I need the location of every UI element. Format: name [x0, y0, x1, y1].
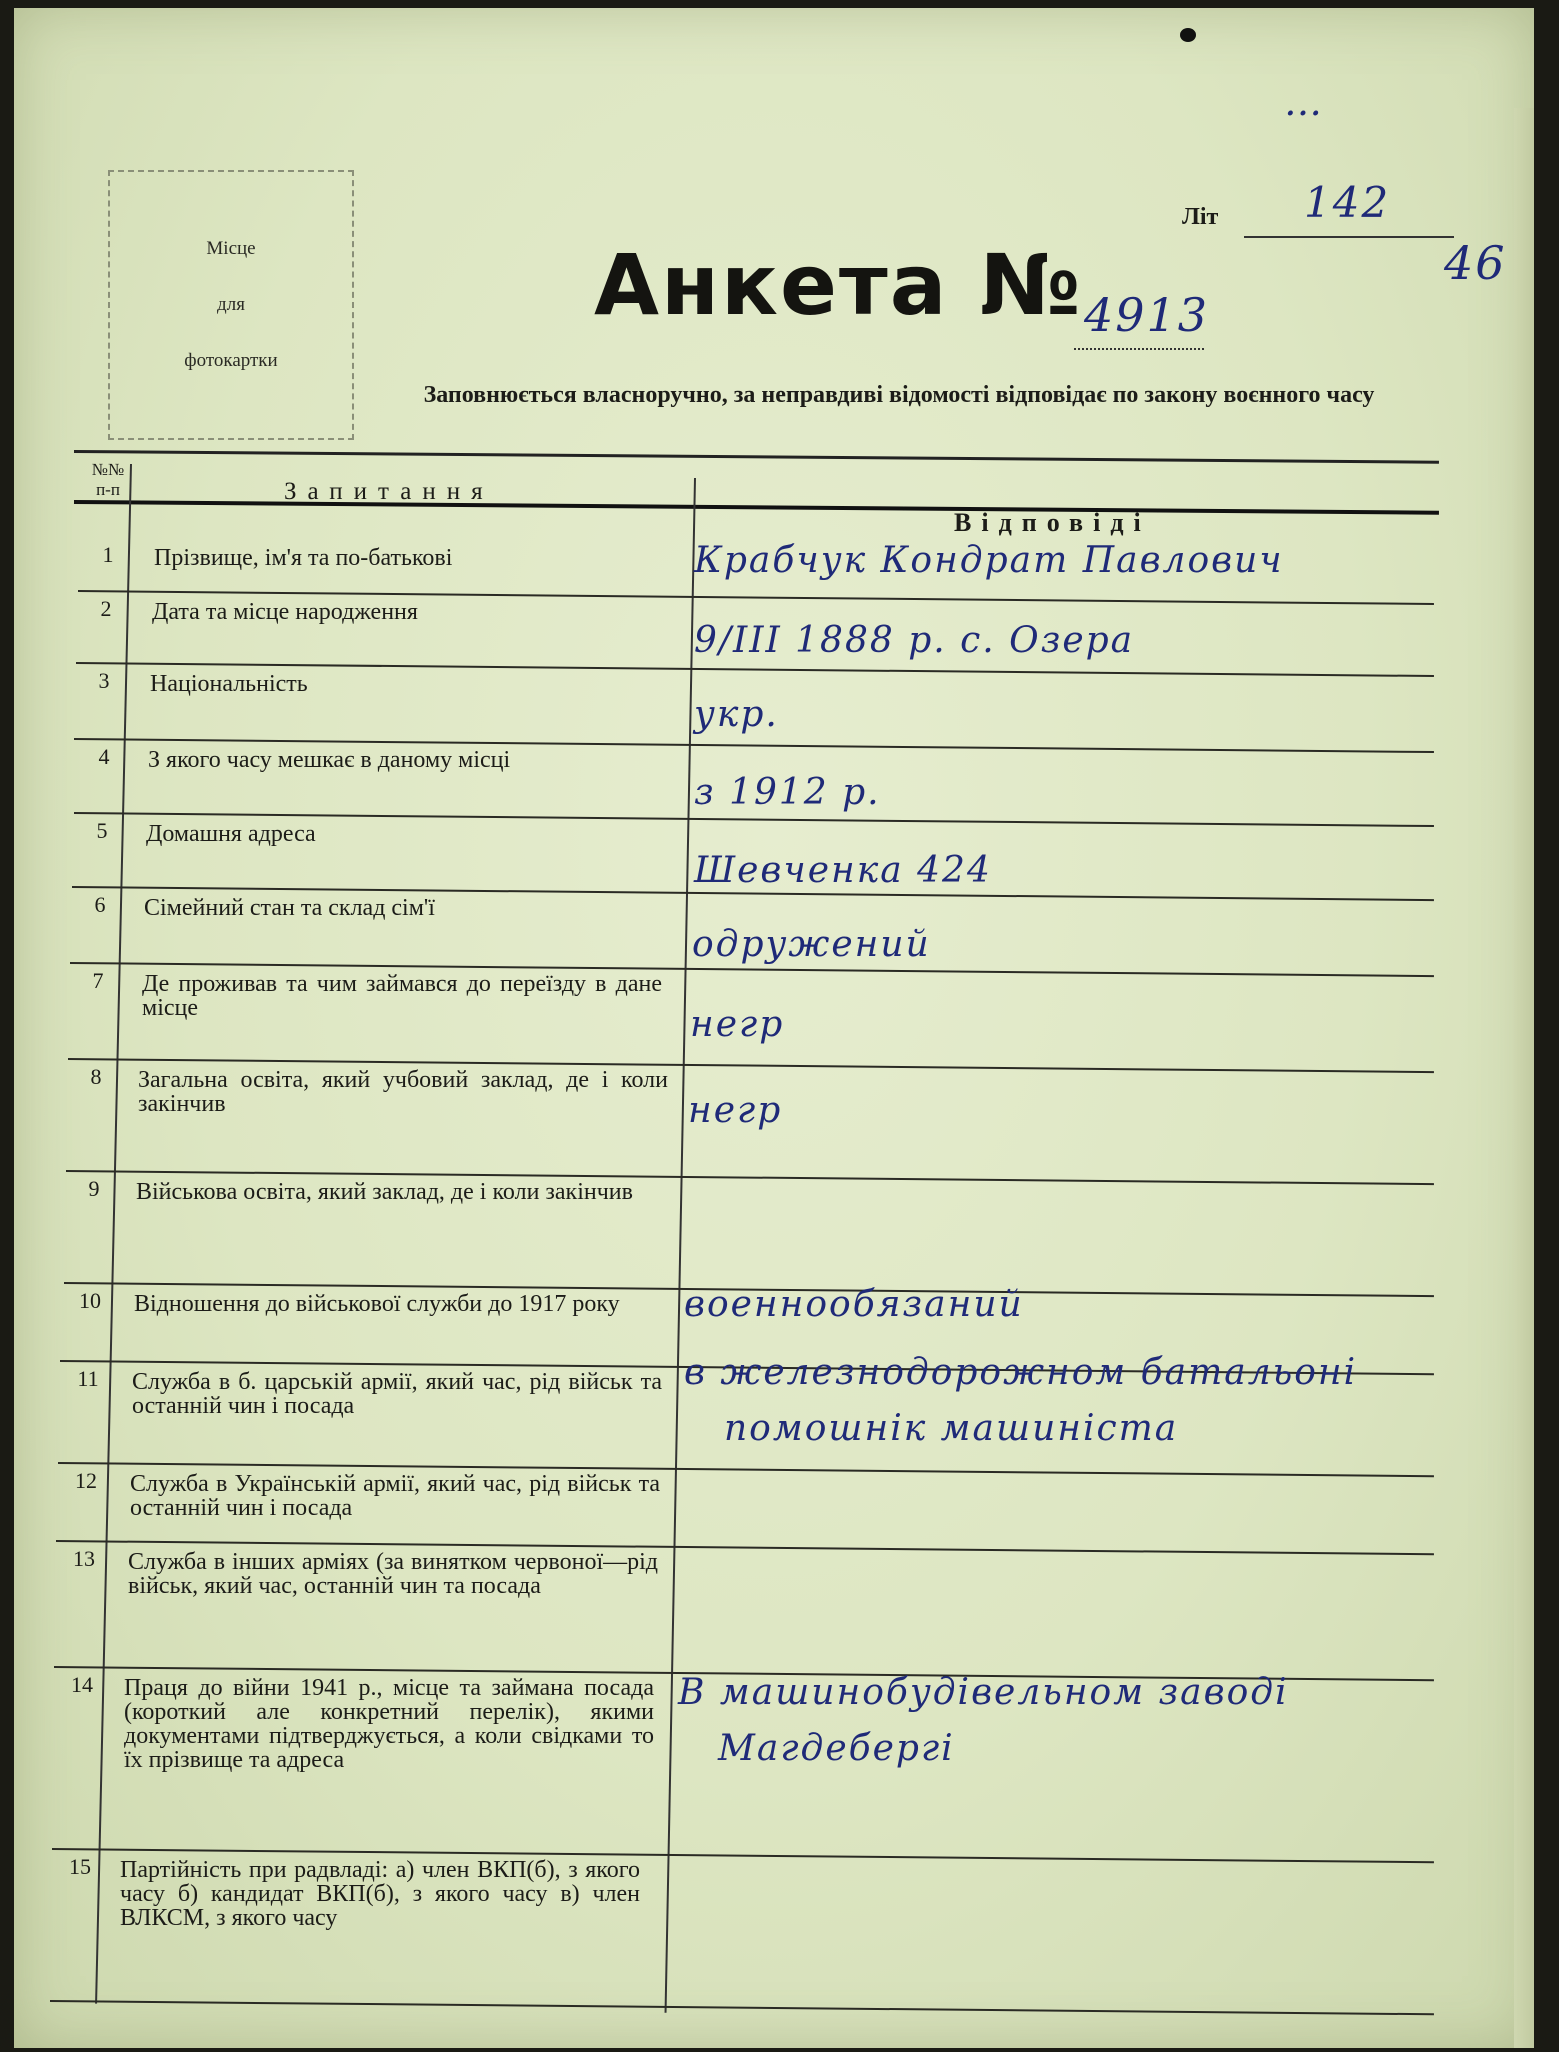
row-question: Загальна освіта, який учбовий заклад, де і коли закінчив: [138, 1067, 668, 1117]
corner-mark-top: …: [1284, 80, 1324, 124]
row-answer: в железнодорожном батальоні: [684, 1352, 1358, 1393]
lit-value: 142: [1304, 178, 1391, 227]
row-number: 3: [98, 668, 110, 693]
row-question: Національність: [150, 671, 308, 697]
photo-label-2: для: [217, 294, 245, 315]
row-number: 1: [102, 542, 114, 567]
column-divider-question: [665, 478, 696, 2013]
form-number-underline: [1074, 348, 1204, 350]
row-number: 14: [71, 1672, 93, 1697]
header-question: Запитання: [284, 478, 494, 505]
header-num: №№ п-п: [91, 460, 125, 499]
lit-label: Літ: [1182, 204, 1219, 230]
row-question: Служба в інших арміях (за винятком червоної—рід військ, який час, останній чин та посада: [128, 1549, 658, 1599]
row-question: З якого часу мешкає в даному місці: [148, 747, 511, 773]
row-question: Де проживав та чим займався до переїзду в дане місце: [142, 971, 662, 1021]
row-answer: одружений: [692, 924, 931, 965]
row-answer: негр: [688, 1090, 783, 1131]
row-divider: [50, 2000, 1434, 2015]
row-answer: негр: [690, 1004, 785, 1045]
row-question: Праця до війни 1941 р., місце та займана посада (короткий але конкретний перелік), якими документами підтверджується, а коли свідками то їх прізвище та адреса: [124, 1675, 654, 1773]
row-answer: укр.: [694, 694, 779, 735]
row-number: 8: [90, 1064, 102, 1089]
ink-blot: [1180, 28, 1196, 42]
row-question: Партійність при радвладі: а) член ВКП(б), з якого часу б) кандидат ВКП(б), з якого часу в) член ВЛКСМ, з якого часу: [120, 1857, 640, 1931]
form-number: 4913: [1084, 288, 1210, 342]
row-question: Дата та місце народження: [152, 599, 418, 625]
table-top-rule: [74, 450, 1439, 464]
row-answer: В машинобудівельном заводі: [678, 1672, 1289, 1713]
table-header-rule: [74, 500, 1439, 515]
row-question: Відношення до військової служби до 1917 року: [134, 1291, 620, 1317]
row-number: 15: [69, 1854, 91, 1879]
header-answer: Відповіді: [954, 508, 1151, 537]
row-question: Прізвище, ім'я та по-батькові: [154, 545, 453, 571]
row-answer: 9/III 1888 р. с. Озера: [694, 620, 1135, 661]
row-answer-continued: Магдебергі: [718, 1728, 955, 1769]
row-question: Служба в Українській армії, який час, рід військ та останній чин і посада: [130, 1471, 660, 1521]
row-number: 5: [96, 818, 108, 843]
row-number: 4: [98, 744, 110, 769]
row-answer: з 1912 р.: [694, 772, 881, 813]
row-answer-continued: помошнік машиніста: [724, 1408, 1179, 1449]
page-title: Анкета №: [594, 236, 1083, 334]
row-question: Служба в б. царській армії, який час, рід військ та останній чин і посада: [132, 1369, 662, 1419]
row-number: 7: [92, 968, 104, 993]
row-number: 13: [73, 1546, 95, 1571]
photo-label-1: Місце: [206, 238, 256, 259]
row-number: 9: [88, 1176, 100, 1201]
row-answer: военнообязаний: [684, 1284, 1024, 1325]
row-question: Військова освіта, який заклад, де і коли закінчив: [136, 1179, 633, 1205]
row-answer: Шевченка 424: [694, 850, 992, 891]
row-number: 2: [100, 596, 112, 621]
paper-edge: [1514, 108, 1534, 2048]
row-number: 12: [75, 1468, 97, 1493]
row-question: Домашня адреса: [146, 821, 316, 847]
photo-label-3: фотокартки: [184, 350, 278, 371]
photo-placeholder: [108, 170, 354, 440]
lit-underline: [1244, 236, 1454, 238]
questionnaire-page: [14, 8, 1534, 2048]
row-question: Сімейний стан та склад сім'ї: [144, 895, 435, 921]
row-number: 11: [77, 1366, 99, 1391]
corner-mark-side: 46: [1444, 236, 1507, 290]
subtitle: Заповнюється власноручно, за неправдиві відомості відповідає по закону воєнного часу: [423, 382, 1375, 408]
row-number: 10: [79, 1288, 101, 1313]
row-number: 6: [94, 892, 106, 917]
row-answer: Крабчук Кондрат Павлович: [694, 540, 1284, 581]
